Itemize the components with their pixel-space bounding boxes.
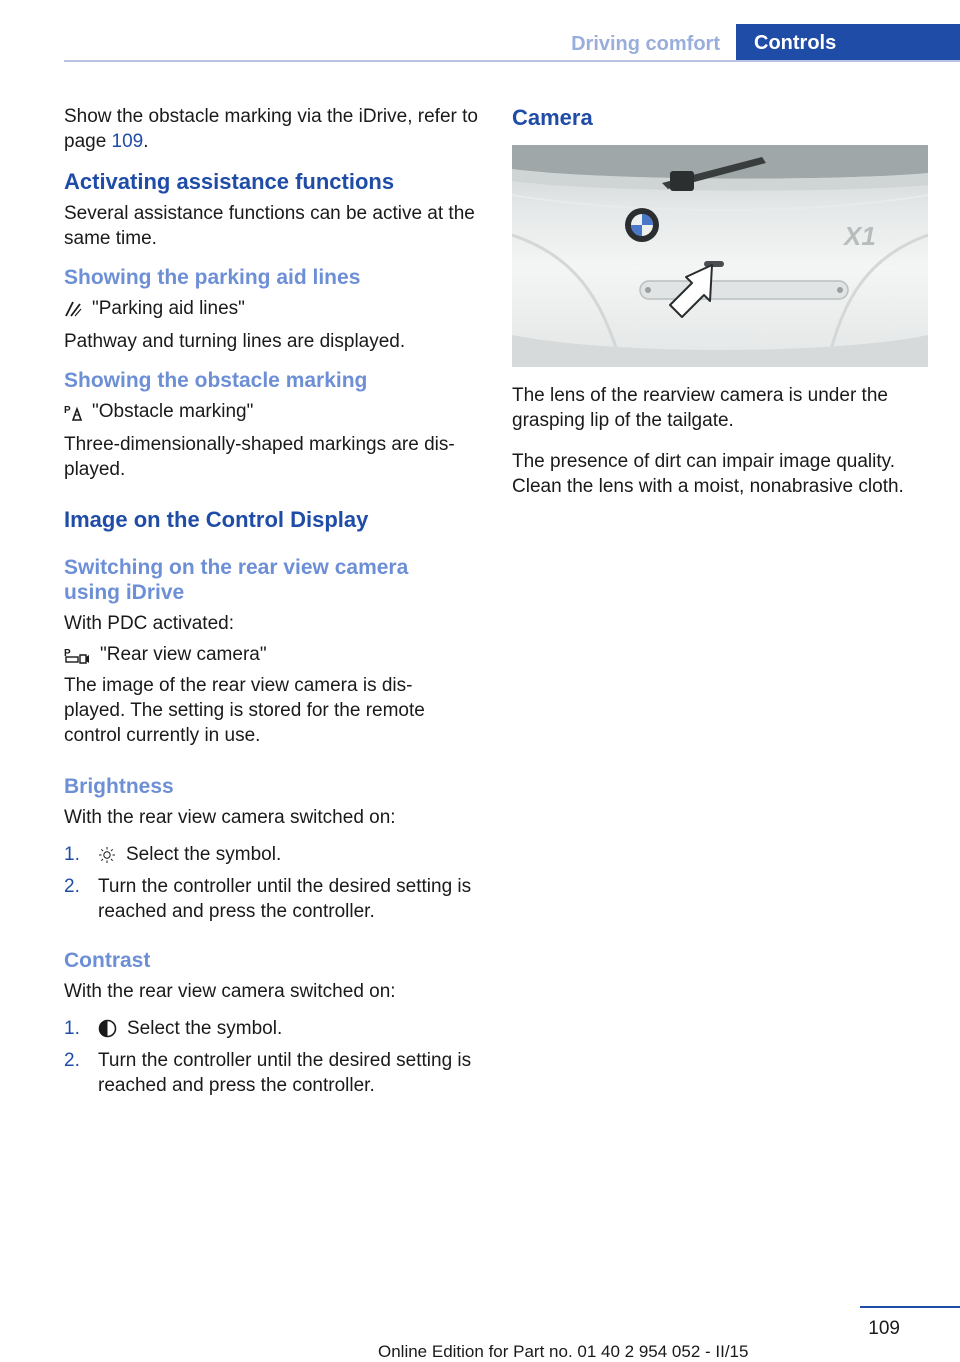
- obstacle-paragraph-line1: Three-dimensionally-shaped markings are dis‐: [64, 434, 455, 455]
- step-number: 1.: [64, 1018, 80, 1039]
- brightness-step-2: [64, 874, 484, 924]
- activating-paragraph: Several assistance functions can be active at the same time.: [64, 203, 475, 249]
- lens-paragraph: The lens of the rearview camera is under the grasping lip of the tailgate.: [512, 385, 888, 431]
- footer-divider: [860, 1306, 960, 1308]
- obstacle-marking-menu-item[interactable]: [64, 399, 484, 424]
- step-text: Turn the controller until the desired setting is reached and press the controller.: [98, 1050, 472, 1096]
- tailgate-illustration: [512, 145, 928, 367]
- brightness-step-1: [64, 842, 484, 867]
- tailgate-photo: [512, 145, 928, 367]
- right-column: [512, 104, 928, 499]
- heading-image-control-display: Image on the Control Display: [64, 507, 369, 532]
- header-section-title: Driving comfort: [571, 32, 720, 55]
- svg-text:P: P: [64, 647, 71, 659]
- parking-lines-label: "Parking aid lines": [92, 298, 245, 319]
- intro-paragraph: [64, 104, 484, 154]
- left-column: [64, 104, 484, 1098]
- rear-camera-label: "Rear view camera": [100, 644, 267, 665]
- parking-lines-menu-item[interactable]: [64, 296, 484, 321]
- header-chapter-tab: Controls: [736, 24, 960, 62]
- contrast-icon[interactable]: [98, 1019, 117, 1038]
- obstacle-paragraph: [64, 432, 484, 482]
- model-badge-text: X1: [844, 221, 876, 251]
- brightness-icon[interactable]: [98, 846, 116, 864]
- rear-camera-icon: [64, 646, 90, 664]
- rear-camera-menu-item[interactable]: [64, 642, 484, 667]
- intro-end: .: [143, 131, 149, 152]
- contrast-step-2: [64, 1048, 484, 1098]
- header-divider: [64, 60, 960, 62]
- camera-image-paragraph: [64, 673, 484, 748]
- brightness-paragraph: With the rear view camera switched on:: [64, 807, 396, 828]
- heading-camera: Camera: [512, 105, 593, 130]
- heading-brightness: Brightness: [64, 775, 174, 798]
- heading-switching-line2: using iDrive: [64, 581, 185, 604]
- heading-switching-line1: Switching on the rear view camera: [64, 556, 409, 579]
- pdc-paragraph: With PDC activated:: [64, 613, 234, 634]
- heading-parking-lines: Showing the parking aid lines: [64, 266, 361, 289]
- step-text: Select the symbol.: [127, 1018, 283, 1039]
- heading-contrast: Contrast: [64, 949, 151, 972]
- dirt-paragraph: The presence of dirt can impair image quality. Clean the lens with a moist, nonabrasive cloth.: [512, 451, 904, 497]
- obstacle-marking-icon: [64, 403, 82, 421]
- step-text: Select the symbol.: [126, 844, 282, 865]
- obstacle-paragraph-line2: played.: [64, 459, 126, 480]
- contrast-paragraph: With the rear view camera switched on:: [64, 981, 396, 1002]
- brightness-steps: [64, 842, 484, 924]
- parking-paragraph: Pathway and turning lines are displayed.: [64, 331, 406, 352]
- heading-obstacle-marking: Showing the obstacle marking: [64, 369, 368, 392]
- page-number: 109: [868, 1318, 900, 1339]
- parking-lines-icon: [64, 300, 82, 318]
- obstacle-marking-label: "Obstacle marking": [92, 401, 254, 422]
- edition-text: Online Edition for Part no. 01 40 2 954 052 - II/15: [378, 1342, 749, 1361]
- step-number: 2.: [64, 1050, 80, 1071]
- step-number: 2.: [64, 876, 80, 897]
- camera-image-line2: played. The setting is stored for the remote: [64, 700, 425, 721]
- page-reference-link[interactable]: 109: [111, 131, 144, 152]
- contrast-steps: [64, 1016, 484, 1098]
- svg-text:P: P: [64, 404, 71, 416]
- heading-activating: Activating assistance functions: [64, 169, 395, 194]
- step-text: Turn the controller until the desired setting is reached and press the controller.: [98, 876, 472, 922]
- heading-switching-camera: [64, 555, 484, 605]
- camera-image-line3: control currently in use.: [64, 725, 261, 746]
- camera-image-line1: The image of the rear view camera is dis‐: [64, 675, 413, 696]
- intro-text: Show the obstacle marking via the iDrive, refer to page: [64, 106, 478, 152]
- contrast-step-1: [64, 1016, 484, 1041]
- step-number: 1.: [64, 844, 80, 865]
